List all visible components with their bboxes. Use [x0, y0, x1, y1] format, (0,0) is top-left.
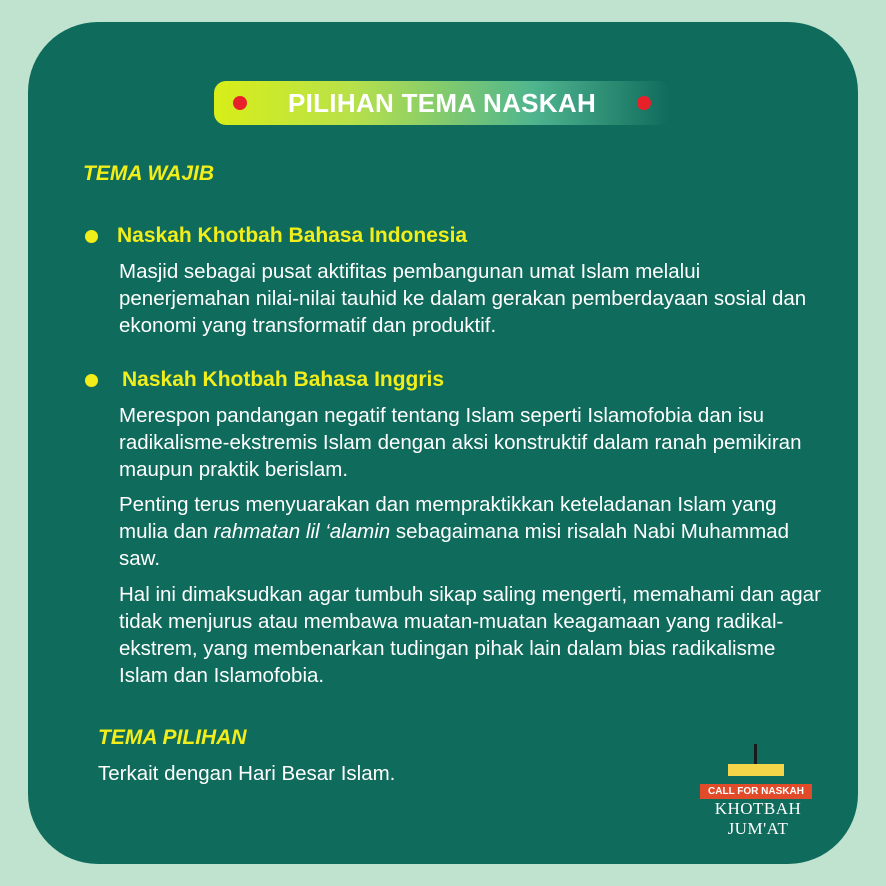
logo-name: KHOTBAH JUM'AT — [714, 799, 802, 838]
tema-pilihan-heading: TEMA PILIHAN — [98, 726, 247, 749]
item-paragraph: Hal ini dimaksudkan agar tumbuh sikap saling mengerti, memahami dan agar tidak menjurus atau membawa muatan-muatan keagamaan yang radikal-ekstrem, yang membenarkan tudingan pihak lain dalam bias radikalisme Islam dan Islamofobia. — [119, 583, 821, 687]
logo-banner: CALL FOR NASKAH — [700, 784, 812, 799]
red-dot-icon — [637, 96, 651, 110]
bullet-icon — [85, 374, 98, 387]
bullet-icon — [85, 230, 98, 243]
item-paragraph: Merespon pandangan negatif tentang Islam seperti Islamofobia dan isu radikalisme-ekstremis Islam dengan aksi konstruktif dalam ranah pemikiran maupun praktik berislam. — [119, 404, 802, 481]
mosque-roof-icon — [728, 764, 784, 776]
mosque-pole-icon — [754, 744, 757, 764]
title-banner — [214, 81, 670, 125]
khotbah-jumat-logo — [688, 744, 828, 838]
page-title: PILIHAN TEMA NASKAH — [287, 87, 597, 118]
item-paragraph: Masjid sebagai pusat aktifitas pembangunan umat Islam melalui penerjemahan nilai-nilai tauhid ke dalam gerakan pemberdayaan sosial dan ekonomi yang transformatif dan produktif. — [119, 260, 807, 337]
item-title-inggris: Naskah Khotbah Bahasa Inggris — [122, 368, 445, 391]
paragraph-text: sebagaimana misi risalah Nabi Muhammad saw. — [119, 520, 789, 570]
tema-pilihan-text: Terkait dengan Hari Besar Islam. — [98, 762, 396, 785]
item-title-indonesia: Naskah Khotbah Bahasa Indonesia — [117, 224, 468, 247]
tema-wajib-heading: TEMA WAJIB — [83, 162, 215, 185]
red-dot-icon — [233, 96, 247, 110]
italic-phrase: rahmatan lil ‘alamin — [213, 520, 391, 543]
item-paragraph — [119, 491, 825, 572]
paragraph-text: Penting terus menyuarakan dan mempraktikkan keteladanan Islam yang mulia dan — [119, 493, 777, 543]
